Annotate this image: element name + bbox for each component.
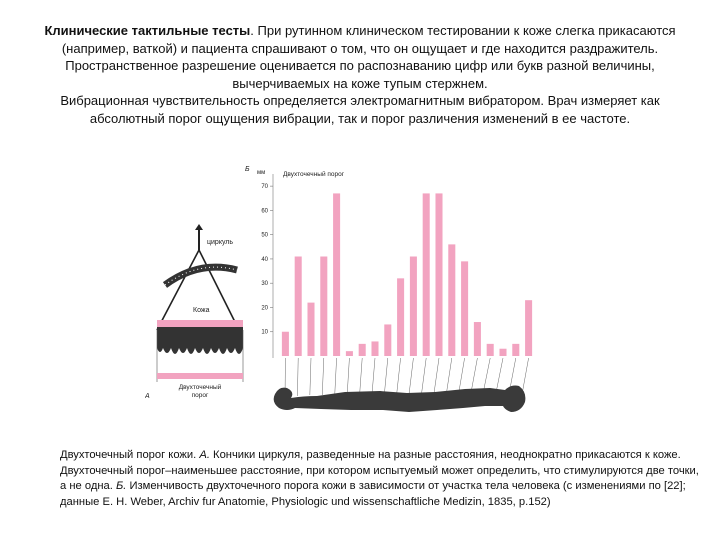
bar: [423, 193, 430, 356]
skin-tissue: [157, 327, 243, 354]
caption-part-b: Изменчивость двухточечного порога кожи в зависимости от участка тела человека (с изменениями по [22]; данные E. H. Weber, Archiv fur Anatomie, Physiologic und wissenschaftliche Medizin, 1835, p.152): [60, 480, 686, 508]
connector-line: [335, 358, 337, 396]
connector-line: [347, 358, 349, 396]
connector-line: [422, 358, 427, 393]
panel-b-chart: [245, 166, 532, 358]
y-axis-unit: мм: [257, 170, 266, 176]
bar: [333, 193, 340, 356]
bar: [525, 300, 532, 356]
y-ticks: [261, 184, 273, 336]
compass-leg-right: [199, 250, 239, 330]
bar: [282, 332, 289, 356]
bar: [410, 257, 417, 356]
compass-top: [195, 224, 203, 230]
human-body-silhouette: [274, 386, 526, 413]
y-tick-label: 40: [261, 256, 268, 263]
y-tick-label: 30: [261, 281, 268, 288]
y-tick-label: 10: [261, 329, 268, 336]
bar: [384, 324, 391, 356]
caption-part-a: Кончики циркуля, разведенные на разные расстояния, неоднократно прикасаются к коже. Двухточечный порог–наименьшее расстояние, при котором испытуемый может определить, что стимулируются две точки, а не одна.: [60, 449, 699, 492]
bar: [397, 278, 404, 356]
bar: [320, 257, 327, 356]
figure: [145, 160, 545, 435]
y-tick-label: 20: [261, 305, 268, 312]
connector-line: [372, 358, 375, 395]
bar: [461, 261, 468, 356]
connector-line: [471, 358, 477, 391]
bar: [499, 349, 506, 356]
bar: [487, 344, 494, 356]
connector-line: [484, 358, 490, 390]
bars: [282, 193, 532, 356]
panel-b-label: Б: [245, 166, 250, 173]
intro-title: Клинические тактильные тесты: [44, 23, 251, 38]
bar: [435, 193, 442, 356]
panel-a: [145, 224, 243, 400]
skin-surface: [157, 320, 243, 327]
bar: [512, 344, 519, 356]
threshold-label-1: Двухточечный: [178, 384, 222, 391]
caption-start: Двухточечный порог кожи.: [60, 449, 200, 461]
connector-line: [459, 358, 465, 392]
bar: [448, 244, 455, 356]
connector-line: [397, 358, 401, 393]
intro-paragraph: [30, 22, 690, 127]
intro-text-2: Вибрационная чувствительность определяется электромагнитным вибратором. Врач измеряет как абсолютный порог ощущения вибрации, так и порог различения изменений в ее частоте.: [60, 93, 660, 126]
connector-line: [384, 358, 387, 394]
figure-caption: [60, 448, 700, 510]
bar: [371, 341, 378, 356]
y-tick-label: 50: [261, 232, 268, 239]
body-diagram: [274, 358, 529, 412]
y-tick-label: 70: [261, 184, 268, 191]
bar: [359, 344, 366, 356]
caption-panel-a: А.: [199, 449, 210, 461]
panel-a-label: А: [145, 393, 150, 400]
threshold-bar: [157, 373, 243, 379]
connector-line: [297, 358, 298, 396]
connector-line: [310, 358, 311, 395]
connector-line: [322, 358, 324, 395]
bar: [307, 303, 314, 356]
compass-arc: [165, 267, 237, 285]
chart-title: Двухточечный порог: [283, 171, 345, 178]
intro-text-1: . При рутинном клиническом тестировании к коже слегка прикасаются (например, ваткой) и пациента спрашивают о том, что он ощущает и где находится раздражитель. Пространственное разрешение оценивается по распознаванию цифр или букв разной величины, вычерчиваемых на коже тупым стержнем.: [61, 23, 676, 91]
skin-label: Кожа: [193, 307, 210, 314]
caption-panel-b: Б.: [115, 480, 127, 492]
connector-line: [496, 358, 503, 392]
connector-line: [434, 358, 439, 393]
compass-leg-left: [157, 250, 199, 330]
y-tick-label: 60: [261, 208, 268, 215]
compass-label: циркуль: [207, 239, 234, 246]
bar: [474, 322, 481, 356]
connector-line: [409, 358, 413, 393]
bar: [295, 257, 302, 356]
bar: [346, 351, 353, 356]
connector-line: [360, 358, 363, 396]
threshold-label-2: порог: [191, 392, 209, 399]
connector-line: [446, 358, 451, 393]
